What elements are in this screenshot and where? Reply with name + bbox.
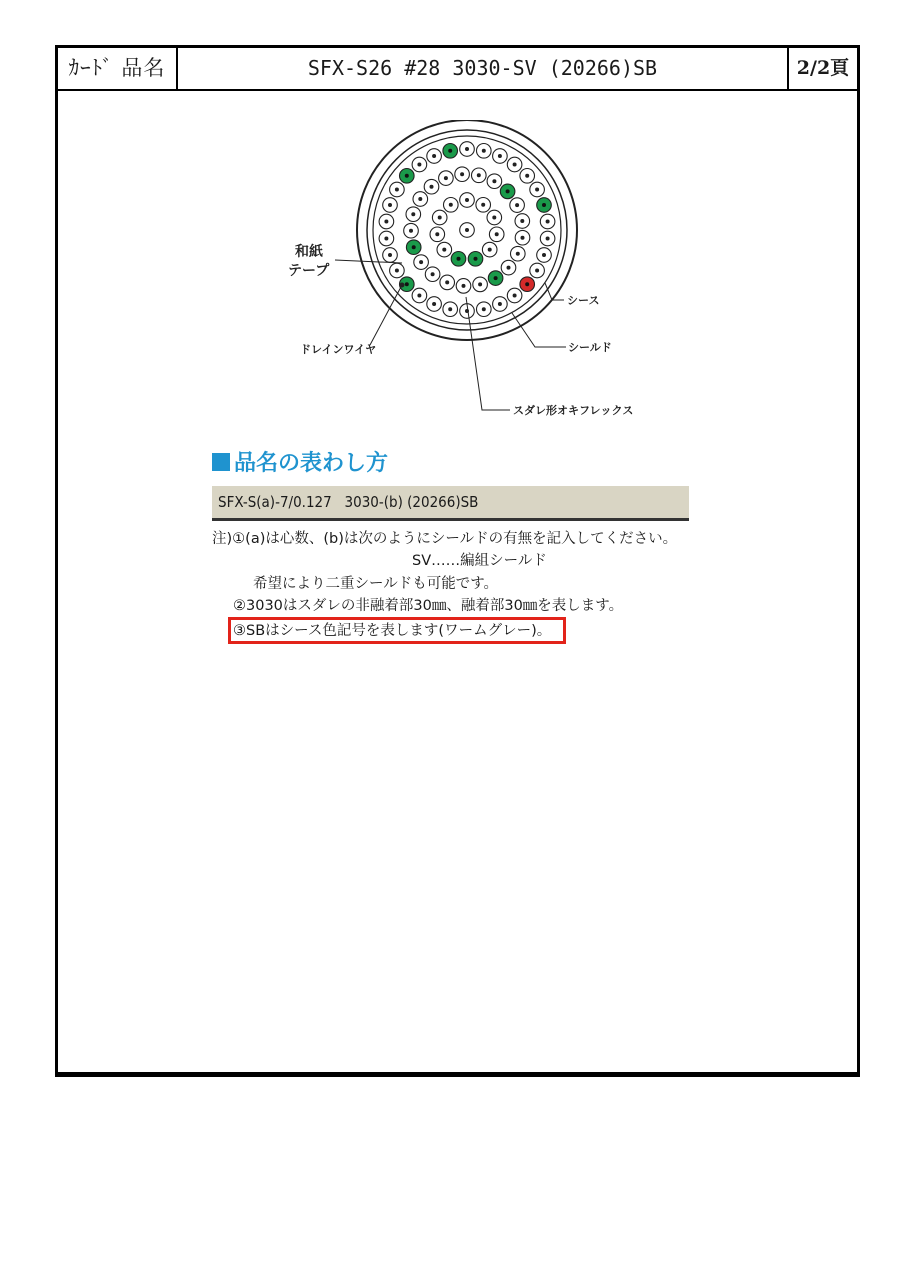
square-bullet-icon [212, 453, 230, 471]
cable-cross-section-svg [270, 120, 670, 430]
drain-wire-dot [400, 283, 405, 288]
conductor-core [405, 282, 409, 286]
section-title-text: 品名の表わし方 [234, 451, 389, 476]
conductor-core [460, 172, 464, 176]
washi-label-1: 和紙 [295, 244, 323, 260]
conductor-core [417, 294, 421, 298]
conductor-core [465, 228, 469, 232]
conductor-core [520, 219, 524, 223]
note-1: 注)①(a)は心数、(b)は次のようにシールドの有無を記入してください。 [212, 531, 678, 547]
conductor-core [409, 229, 413, 233]
conductor-core [384, 220, 388, 224]
conductor-core [431, 272, 435, 276]
conductor-core [435, 232, 439, 236]
product-code-formula: SFX-S(a)-7/0.127 3030-(b) (20266)SB [212, 486, 689, 521]
conductor-core [535, 269, 539, 273]
conductor-core [432, 302, 436, 306]
conductor-core [388, 203, 392, 207]
conductor-core [477, 173, 481, 177]
conductor-core [515, 203, 519, 207]
conductor-core [546, 237, 550, 241]
conductor-core [474, 257, 478, 261]
product-name: SFX-S26 #28 3030-SV (20266)SB [307, 56, 658, 80]
note-shield-option: SV……編組シールド [412, 553, 547, 569]
conductor-core [411, 212, 415, 216]
conductor-core [498, 302, 502, 306]
conductor-core [478, 282, 482, 286]
conductor-core [419, 260, 423, 264]
conductor-core [448, 149, 452, 153]
conductor-core [488, 248, 492, 252]
conductor-core [448, 307, 452, 311]
conductor-core [481, 203, 485, 207]
conductor-core [495, 232, 499, 236]
conductor-core [438, 216, 442, 220]
conductor-core [521, 236, 525, 240]
note-double-shield: 希望により二重シールドも可能です。 [253, 576, 499, 592]
conductor-core [513, 163, 517, 167]
conductor-core [507, 266, 511, 270]
title-block [58, 48, 857, 91]
drain-wire-label: ドレインワイヤ [300, 343, 377, 356]
conductor-core [525, 282, 529, 286]
note-2: ②3030はスダレの非融着部30㎜、融着部30㎜を表します。 [233, 598, 624, 614]
conductor-core [449, 203, 453, 207]
sheath-label: シース [567, 294, 600, 307]
conductor-core [417, 163, 421, 167]
cable-cross-section-diagram [270, 120, 670, 430]
conductor-core [412, 245, 416, 249]
conductor-core [395, 269, 399, 273]
note-3: ③SBはシース色記号を表します(ワームグレー)。 [233, 623, 552, 639]
section-title [212, 450, 388, 478]
conductor-core [525, 174, 529, 178]
conductor-core [506, 189, 510, 193]
washi-label-2: テープ [288, 263, 330, 279]
conductor-core [405, 174, 409, 178]
conductor-core [442, 248, 446, 252]
conductor-core [430, 185, 434, 189]
conductor-core [482, 149, 486, 153]
conductor-group [379, 142, 555, 319]
flex-label: スダレ形オキフレックス [513, 404, 634, 417]
conductor-core [465, 198, 469, 202]
conductor-core [535, 188, 539, 192]
conductor-core [516, 252, 520, 256]
conductor-core [457, 257, 461, 261]
conductor-core [462, 284, 466, 288]
conductor-core [384, 237, 388, 241]
conductor-core [492, 179, 496, 183]
conductor-core [395, 188, 399, 192]
shield-leader-line [512, 313, 566, 347]
conductor-core [498, 154, 502, 158]
conductor-core [465, 147, 469, 151]
shield-label: シールド [568, 341, 612, 354]
product-name-label: ｶｰﾄﾞ 品名 [58, 48, 178, 89]
page-number: 2/2頁 [787, 48, 857, 89]
conductor-core [494, 276, 498, 280]
note-3-highlight-box [228, 617, 566, 644]
conductor-core [418, 197, 422, 201]
conductor-core [444, 176, 448, 180]
conductor-core [513, 294, 517, 298]
conductor-core [542, 253, 546, 257]
conductor-core [546, 220, 550, 224]
conductor-core [388, 253, 392, 257]
conductor-core [432, 154, 436, 158]
conductor-core [492, 216, 496, 220]
conductor-core [482, 307, 486, 311]
conductor-core [445, 280, 449, 284]
conductor-core [542, 203, 546, 207]
